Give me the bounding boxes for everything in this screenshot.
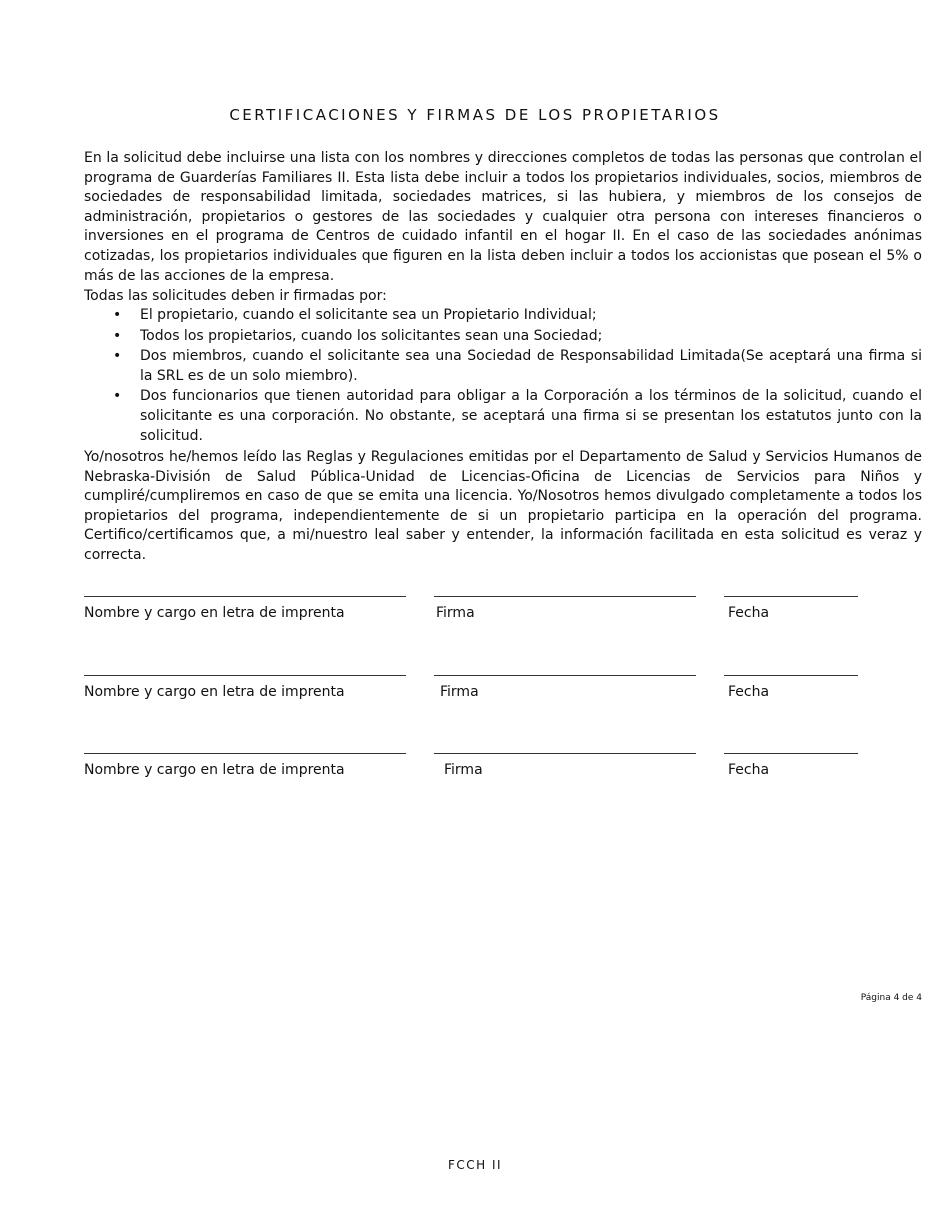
name-line[interactable] xyxy=(84,753,406,754)
name-label: Nombre y cargo en letra de imprenta xyxy=(84,684,345,700)
date-line[interactable] xyxy=(724,596,858,597)
signer-term: Corporación xyxy=(543,388,629,405)
page-number: Página 4 de 4 xyxy=(860,993,922,1003)
signer-text-after: (Se aceptará una firma si la SRL es de un solo miembro). xyxy=(140,348,923,384)
certification-paragraph: Yo/nosotros he/hemos leído las Reglas y Regulaciones emitidas por el Departamento de Salud y Servicios Humanos de Nebraska-División de Salud Pública-Unidad de Licencias-Oficina de Licencias de Servicios para Niños y cumpliré/cumpliremos en caso de que se emita una licencia. Yo/Nosotros hemos divulgado completamente a todos los propietarios del programa, independientemente de si un propietario participa en la operación del programa. Certifico/certificamos que, a mi/nuestro leal saber y entender, la información facilitada en esta solicitud es veraz y correcta. xyxy=(84,449,922,563)
owners-list-paragraph: En la solicitud debe incluirse una lista con los nombres y direcciones completos de todas las personas que controlan el programa de Guarderías Familiares II. Esta lista debe incluir a todos los propietarios individuales, socios, miembros de sociedades de responsabilidad limitada, sociedades matrices, si las hubiera, y miembros de los consejos de administración, propietarios o gestores de las sociedades y cualquier otra persona con intereses financieros o inversiones en el programa de Centros de cuidado infantil en el hogar II. En el caso de las sociedades anónimas cotizadas, los propietarios individuales que figuren en la lista deben incluir a todos los accionistas que posean el 5% o más de las acciones de la empresa. xyxy=(84,150,922,284)
signer-text-after: a los términos de la solicitud, cuando el solicitante es una corporación. No obstante, se aceptará una firma si se presentan los estatutos junto con la solicitud. xyxy=(140,388,922,444)
list-item xyxy=(84,327,922,347)
name-line[interactable] xyxy=(84,596,406,597)
signature-label: Firma xyxy=(440,684,479,700)
signature-row xyxy=(84,596,922,636)
signer-text-before: El propietario, cuando el solicitante sea un xyxy=(140,307,444,323)
signature-line[interactable] xyxy=(434,675,696,676)
bullet-icon: • xyxy=(113,348,122,365)
date-label: Fecha xyxy=(728,762,770,778)
signature-row xyxy=(84,675,922,715)
date-line[interactable] xyxy=(724,753,858,754)
signers-lead-text: Todas las solicitudes deben ir firmadas por: xyxy=(84,288,387,304)
signer-text-before: Dos funcionarios que tienen autoridad para obligar a la xyxy=(140,388,544,405)
list-item xyxy=(84,387,922,446)
signer-text-before: Todos los propietarios, cuando los solicitantes sean una xyxy=(140,327,534,344)
signature-label: Firma xyxy=(444,762,483,778)
bullet-icon: • xyxy=(113,307,122,323)
name-label: Nombre y cargo en letra de imprenta xyxy=(84,605,345,621)
signer-text-before: Dos miembros, cuando el solicitante sea una xyxy=(140,348,468,365)
signer-term: Propietario Individual xyxy=(443,307,592,323)
signers-list xyxy=(84,306,922,447)
date-label: Fecha xyxy=(728,605,770,621)
list-item xyxy=(84,306,922,326)
signer-text-after: ; xyxy=(597,327,603,344)
date-line[interactable] xyxy=(724,675,858,676)
footer-form-code: FCCH II xyxy=(447,1158,503,1172)
signature-row xyxy=(84,753,922,793)
signature-line[interactable] xyxy=(434,753,696,754)
bullet-icon: • xyxy=(113,388,122,405)
signer-term: Sociedad xyxy=(533,327,598,344)
signature-line[interactable] xyxy=(434,596,696,597)
page-title: CERTIFICACIONES Y FIRMAS DE LOS PROPIETARIOS xyxy=(229,106,721,124)
list-item xyxy=(84,347,922,386)
name-line[interactable] xyxy=(84,675,406,676)
name-label: Nombre y cargo en letra de imprenta xyxy=(84,762,345,778)
date-label: Fecha xyxy=(728,684,770,700)
bullet-icon: • xyxy=(113,327,122,344)
signer-text-after: ; xyxy=(591,307,597,323)
signature-label: Firma xyxy=(436,605,475,621)
signer-term: Sociedad de Responsabilidad Limitada xyxy=(467,348,741,365)
